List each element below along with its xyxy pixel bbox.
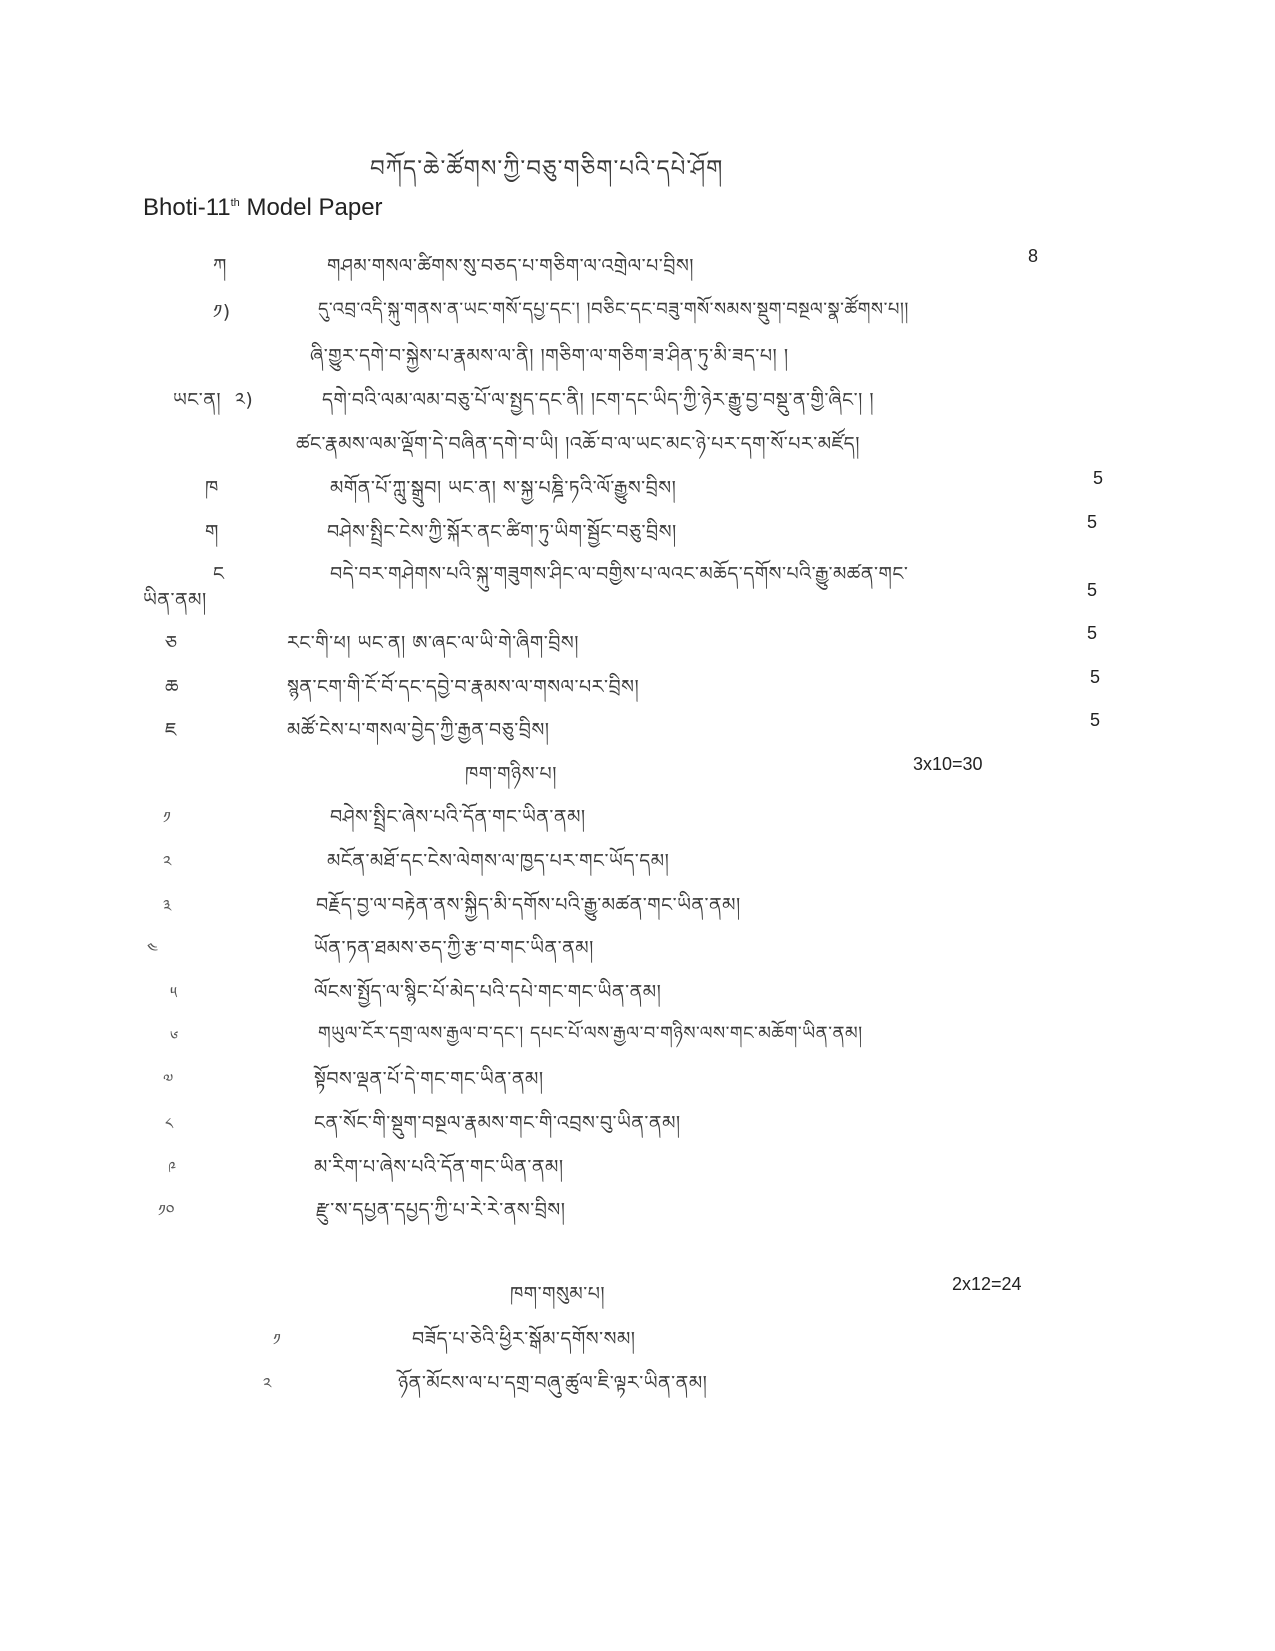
list-item-number: ༦ [170,1027,179,1046]
list-item-text: ཉོན་མོངས་ལ་པ་དགྲ་བཞུ་ཚུལ་ཇི་ལྟར་ཡིན་ནམ། [398,1372,708,1394]
list-item-text: མ་རིག་པ་ཞེས་པའི་དོན་གང་ཡིན་ནམ། [314,1156,564,1178]
section-a-marks: 8 [1028,246,1039,266]
subtitle-suffix: Model Paper [239,194,383,221]
list-item-text: ལོངས་སྤྱོད་ལ་སྙིང་པོ་མེད་པའི་དཔེ་གང་གང་ཡིན་ནམ། [314,981,662,1003]
list-item-text: ངན་སོང་གི་སྡུག་བསྔལ་རྣམས་གང་གི་འབྲས་བུ་ཡིན་ནམ། [314,1112,681,1134]
question-label: ང [213,563,225,585]
verse1-line2: ཞི་གྱུར་དགེ་བ་སྐྱེས་པ་རྣམས་ལ་ནི། །གཅིག་ལ་གཅིག་ཟ་ཤིན་ཏུ་མི་ཟད་པ། ། [310,345,789,367]
document-subtitle [143,194,383,222]
list-item-number: ༤ [147,939,158,958]
question-marks: 5 [1090,667,1101,687]
subtitle-superscript: th [230,197,240,209]
question-marks: 5 [1087,580,1098,600]
list-item-text: རྫུ་ས་དཔྱན་དཔྱད་ཀྱི་པ་རེ་རེ་ནས་བྲིས། [316,1199,566,1221]
section-c-heading: ཁག་གསུམ་པ། [510,1283,606,1305]
list-item-number: ༡ [273,1330,281,1349]
list-item-text: བཟོད་པ་ཅེའི་ཕྱིར་སྒོམ་དགོས་སམ། [412,1328,636,1350]
question-marks: 5 [1087,512,1098,532]
section-a-label: ཀ [213,255,227,277]
list-item-text: བཤེས་སྤྲིང་ཞེས་པའི་དོན་གང་ཡིན་ནམ། [330,806,586,828]
list-item-number: ༥ [170,983,178,1002]
list-item-number: ༣ [163,896,172,915]
list-item-number: ༨ [165,1114,174,1133]
question-label: ག [205,521,219,543]
section-c-marks: 2x12=24 [952,1274,1022,1294]
list-item-number: ༢ [263,1374,272,1393]
question-label: ཇ [165,719,178,741]
question-text: རང་གི་ཕ། ཡང་ན། ཨ་ཞང་ལ་ཡི་གེ་ཞིག་བྲིས། [287,632,579,654]
question-text: སྙན་ངག་གི་ངོ་བོ་དང་དབྱེ་བ་རྣམས་ལ་གསལ་པར་བྲིས། [287,676,640,698]
or-label: ཡང་ན། [173,389,222,411]
question-text: བཤེས་སྤྲིང་ངེས་ཀྱི་སྐོར་ནང་ཚིག་ཏུ་ཡིག་སྦྱོང་བཅུ་བྲིས། [327,521,677,543]
verse2-line1: དགེ་བའི་ལམ་ལམ་བཅུ་པོ་ལ་སྤྱད་དང་ནི། །ངག་དང་ཡིད་ཀྱི་ཉེར་རྒྱུ་བྱ་བསྡུ་ན་གྱི་ཞིང་། ། [322,389,875,411]
list-item-number: ༧ [163,1070,174,1089]
question-text: བདེ་བར་གཤེགས་པའི་སྐུ་གཟུགས་ཤིང་ལ་བགྱིས་པ་ལའང་མཆོད་དགོས་པའི་རྒྱུ་མཚན་གང་ [330,563,909,585]
verse2-number: ༢) [235,389,254,411]
section-b-marks: 3x10=30 [913,754,983,774]
list-item-number: ༩ [168,1158,177,1177]
list-item-text: མངོན་མཐོ་དང་ངེས་ལེགས་ལ་ཁྱད་པར་གང་ཡོད་དམ། [327,850,670,872]
question-marks: 5 [1090,710,1101,730]
question-text: མཚོ་ངེས་པ་གསལ་བྱེད་ཀྱི་རྒྱན་བཅུ་བྲིས། [287,719,550,741]
section-a-instruction: གཤམ་གསལ་ཚིགས་སུ་བཅད་པ་གཅིག་ལ་འགྲེལ་པ་བྲིས། [327,255,695,277]
list-item-number: ༡༠ [158,1201,175,1220]
list-item-text: སྟོབས་ལྡན་པོ་དེ་གང་གང་ཡིན་ནམ། [314,1068,544,1090]
question-text-continued: ཡིན་ནམ། [143,589,207,611]
subtitle-prefix: Bhoti-11 [143,194,231,221]
question-label: ཆ [165,676,180,698]
document-title: བཀོད་ཆེ་ཚོགས་ཀྱི་བཅུ་གཅིག་པའི་དཔེ་ཤོག [370,156,724,182]
list-item-text: གཡུལ་ངོར་དགྲ་ལས་རྒྱལ་བ་དང་། དཔང་པོ་ལས་རྒྱལ་བ་གཉིས་ལས་གང་མཆོག་ཡིན་ནམ། [318,1023,863,1044]
list-item-text: ཡོན་ཏན་ཐམས་ཅད་ཀྱི་རྩ་བ་གང་ཡིན་ནམ། [314,937,594,959]
section-b-heading: ཁག་གཉིས་པ། [465,763,557,785]
question-marks: 5 [1087,623,1098,643]
question-label: ཅ [165,632,178,654]
verse1-line1: དུ་འབྲ་འདི་སྐུ་གནས་ན་ཡང་གསོ་དཔྱ་དང་། །བཅིང་དང་བཟུ་གསོ་སམས་སྡུག་བསྔལ་སྣ་ཚོགས་པ།། [318,299,909,320]
question-label: ཁ [205,477,219,499]
verse2-line2: ཚང་རྣམས་ལམ་ལྡོག་དེ་བཞིན་དགེ་བ་ཡི། །འཆོ་བ་ལ་ཡང་མང་ཉེ་པར་དག་སོ་པར་མཛོད། [296,433,860,455]
list-item-number: ༢ [163,852,172,871]
question-text: མགོན་པོ་ཀླུ་སྒྲུབ། ཡང་ན། ས་སྐྱ་པཎྜི་ཏའི་ལོ་རྒྱུས་བྲིས། [330,477,677,499]
list-item-text: བརྗོད་བྱ་ལ་བརྟེན་ནས་སྐྱིད་མི་དགོས་པའི་རྒྱུ་མཚན་གང་ཡིན་ནམ། [316,894,741,916]
list-item-number: ༡ [163,808,171,827]
verse1-number: ༡) [213,301,231,323]
question-marks: 5 [1093,468,1104,488]
